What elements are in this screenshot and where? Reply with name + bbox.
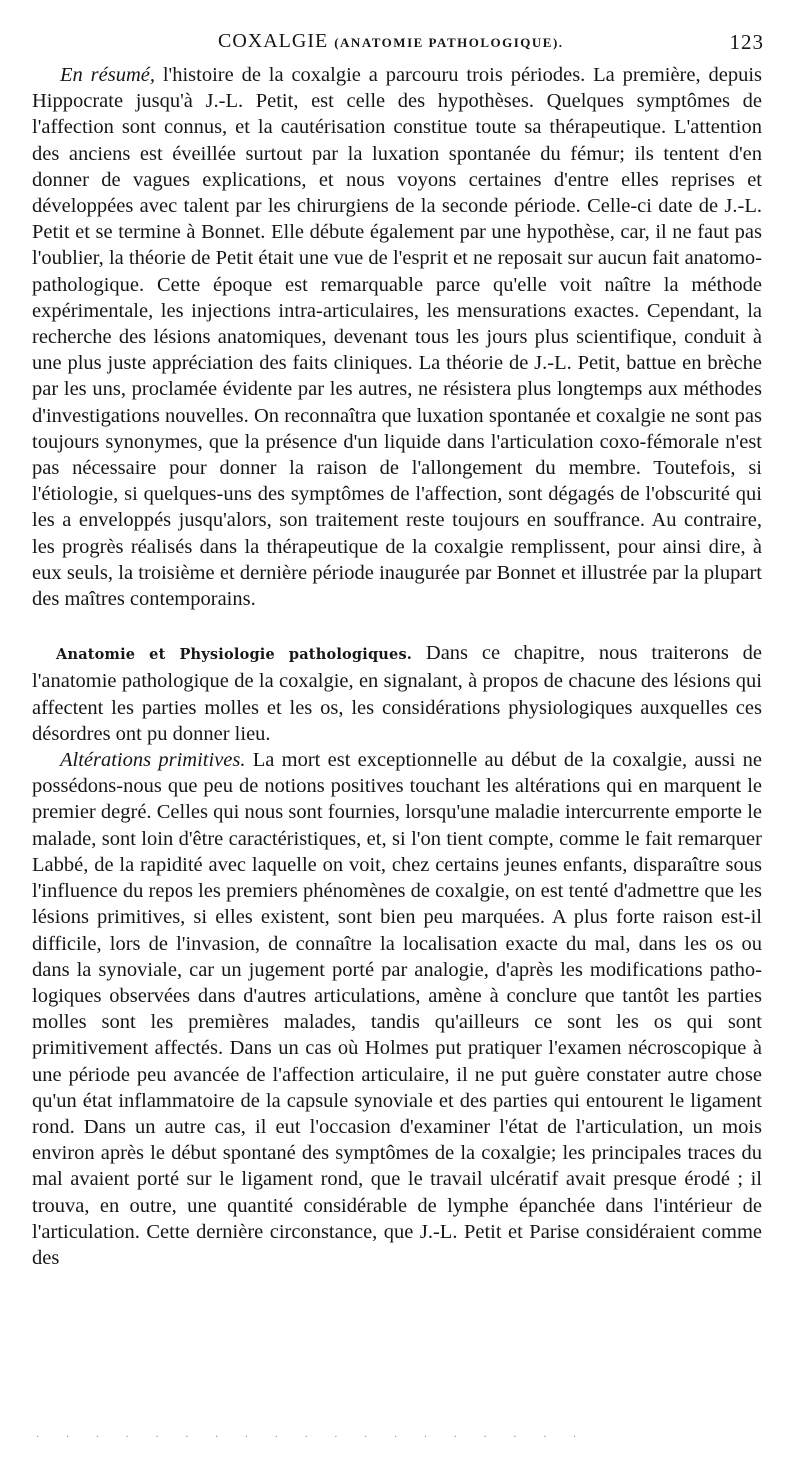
section-heading: Anatomie et Physiologie pathologiques. (56, 646, 413, 664)
paragraph-anatomy-intro-text: Dans ce chapitre, nous traiterons de l'anatomie pathologique de la coxalgie, en signalant, à propos de chacune des lésions qui affectent les parties molles et les os, les considérations physiologiques auxquelles ces désordres ont pu donner lieu. (32, 642, 762, 745)
paragraph-lead-alterations: Altérations primitives. (60, 749, 246, 772)
page-bottom-marks: · · · · · · · · · · · · · · · · · · · (36, 1432, 589, 1438)
running-title (218, 30, 564, 53)
paragraph-primitive-alterations (32, 747, 762, 1271)
paragraph-summary-text: l'histoire de la coxalgie a parcouru trois périodes. La première, depuis Hippocrate jusqu'à J.-L. Petit, est celle des hypothèses. Quelques symptômes de l'affection sont connus, et la cautérisation constitue toute sa thérapeutique. L'attention des anciens est éveillée surtout par la luxation spontanée du fémur; ils tentent d'en donner de vagues explications, et nous voyons certaines d'entre elles reprises et développées avec talent par les chirurgiens de la seconde période. Celle-ci date de J.-L. Petit et se termine à Bonnet. Elle débute également par une hypothèse, car, il ne faut pas l'oublier, la théorie de Petit était une vue de l'esprit et ne reposait sur aucun fait anatomo-pathologique. Cette époque est remarquable parce qu'elle voit naître la méthode expérimentale, les injections intra-articulaires, les mensurations exactes. Cependant, la recherche des lésions anatomiques, devenant tous les jours plus scientifique, conduit à une plus juste appréciation des faits cliniques. La théorie de J.-L. Petit, battue en brèche par les uns, proclamée évidente par les autres, ne résistera plus longtemps aux méthodes d'investigations nouvelles. On reconnaîtra que luxation spontanée et coxalgie ne sont pas toujours synonymes, que la présence d'un liquide dans l'articulation coxo-fémorale n'est pas nécessaire pour donner la raison de l'allongement du membre. Toutefois, si l'étiologie, si quelques-uns des symptômes de l'affection, sont dégagés de l'obscurité qui les a enveloppés jusqu'alors, son traitement reste toujours en souffrance. Au contraire, les progrès réalisés dans la thérapeutique de la coxalgie remplissent, pour ainsi dire, à eux seuls, la troisième et dernière période inaugurée par Bonnet et illustrée par la plupart des maîtres contemporains. (32, 64, 762, 611)
section-spacer (32, 612, 762, 640)
paragraph-primitive-alterations-text: La mort est exceptionnelle au début de la coxalgie, aussi ne possédons-nous que peu de notions positives touchant les altérations qui en marquent le premier degré. Celles qui nous sont fournies, lorsqu'une maladie intercurrente emporte le malade, sont loin d'être caractéristiques, et, si l'on tient compte, comme le fait remarquer Labbé, de la rapidité avec laquelle on voit, chez certains jeunes enfants, disparaître sous l'influence du repos les premiers phénomènes de coxalgie, on est tenté d'admettre que les lésions primitives, si elles existent, sont bien peu marquées. A plus forte raison est-il difficile, lors de l'invasion, de connaître la localisation exacte du mal, dans les os ou dans la synoviale, car un jugement porté par analogie, d'après les modifications pathologiques observées dans d'autres articulations, amène à conclure que tantôt les parties molles sont les premières malades, tandis qu'ailleurs ce sont les os qui sont primitivement affectés. Dans un cas où Holmes put pratiquer l'examen nécroscopique à une période peu avancée de l'affection articulaire, il ne put guère constater autre chose qu'un état inflammatoire de la capsule synoviale et des parties qui entourent le ligament rond. Dans un autre cas, il eut l'occasion d'examiner l'état de l'articulation, un mois environ après le début spontané des symptômes de la coxalgie; les principales traces du mal avaient porté sur le ligament rond, que le travail ulcératif avait presque érodé ; il trouva, en outre, une quantité considérable de lymphe épanchée dans l'intérieur de l'articulation. Cette dernière circonstance, que J.-L. Petit et Parise considéraient comme des (32, 749, 762, 1269)
running-head (32, 26, 762, 62)
running-title-subtitle: (ANATOMIE PATHOLOGIQUE). (334, 35, 564, 50)
book-page (32, 26, 762, 1271)
running-title-main: COXALGIE (218, 30, 329, 52)
paragraph-lead-en-resume: En résumé, (60, 64, 155, 86)
paragraph-anatomy-intro (32, 640, 762, 747)
page-number: 123 (729, 30, 764, 54)
paragraph-summary (32, 62, 762, 612)
